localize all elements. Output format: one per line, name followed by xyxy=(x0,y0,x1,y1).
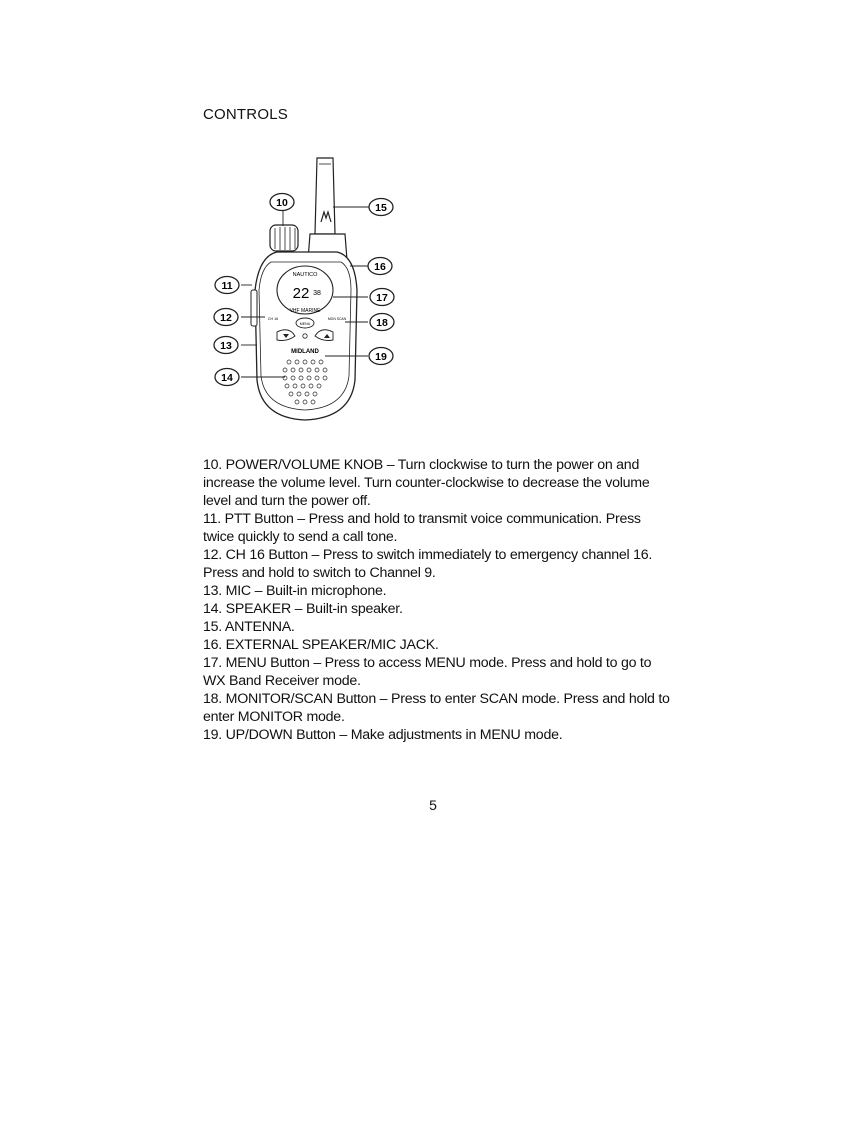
item-19 xyxy=(203,726,673,744)
item-text: Press to enter SCAN mode. Press and hold to enter MONITOR mode. xyxy=(203,691,670,725)
callout-19 xyxy=(369,348,393,365)
item-11 xyxy=(203,510,673,546)
item-13 xyxy=(203,582,673,600)
item-10 xyxy=(203,456,673,510)
item-text: Turn clockwise to turn the power on and increase the volume level. Turn counter-clockwise to decrease the volume level and turn the power off. xyxy=(203,457,650,509)
item-term: 19. UP/DOWN Button – xyxy=(203,727,348,743)
callout-label: 11 xyxy=(221,280,233,292)
controls-description xyxy=(203,456,673,744)
item-term: 18. MONITOR/SCAN Button – xyxy=(203,691,388,707)
callout-label: 12 xyxy=(220,312,232,324)
callout-10 xyxy=(270,194,294,211)
callout-16 xyxy=(368,258,392,275)
callout-label: 10 xyxy=(276,197,288,209)
callout-17 xyxy=(370,289,394,306)
walkie-talkie-illustration xyxy=(205,150,405,430)
callout-14 xyxy=(215,369,239,386)
brand-top-label: NAUTICO xyxy=(292,272,318,278)
callout-13 xyxy=(214,337,238,354)
item-term: 12. CH 16 Button – xyxy=(203,547,320,563)
lcd-display xyxy=(277,266,333,314)
menu-label: MENU xyxy=(299,322,311,326)
item-17 xyxy=(203,654,673,690)
item-text: Built-in speaker. xyxy=(302,601,403,617)
callout-11 xyxy=(215,277,239,294)
item-text: Press and hold to transmit voice communication. Press twice quickly to send a call tone. xyxy=(203,511,641,545)
item-16 xyxy=(203,636,673,654)
item-term: 15. ANTENNA. xyxy=(203,619,295,635)
section-heading: CONTROLS xyxy=(203,106,288,123)
band-label: VHF MARINE xyxy=(289,308,321,314)
callout-label: 13 xyxy=(220,340,232,352)
power-volume-knob xyxy=(270,225,298,251)
item-15 xyxy=(203,618,673,636)
callout-label: 16 xyxy=(374,261,386,273)
callout-12 xyxy=(214,309,238,326)
callout-label: 14 xyxy=(221,372,233,384)
callout-15 xyxy=(369,199,393,216)
antenna xyxy=(308,158,347,260)
item-14 xyxy=(203,600,673,618)
callout-label: 17 xyxy=(376,292,388,304)
radio-diagram xyxy=(205,150,405,430)
item-12 xyxy=(203,546,673,582)
callout-label: 18 xyxy=(376,317,388,329)
callout-label: 19 xyxy=(375,351,387,363)
callout-label: 15 xyxy=(375,202,387,214)
page-number: 5 xyxy=(429,797,437,813)
item-text: Press to switch immediately to emergency channel 16. Press and hold to switch to Channel 9. xyxy=(203,547,653,581)
item-term: 17. MENU Button – xyxy=(203,655,321,671)
item-text: Press to access MENU mode. Press and hold to go to WX Band Receiver mode. xyxy=(203,655,652,689)
item-term: 14. SPEAKER – xyxy=(203,601,303,617)
item-text: Built-in microphone. xyxy=(262,583,387,599)
item-term: 13. MIC – xyxy=(203,583,263,599)
callout-18 xyxy=(370,314,394,331)
display-digits: 22 xyxy=(292,285,310,302)
item-term: 11. PTT Button – xyxy=(203,511,305,527)
item-term: 16. EXTERNAL SPEAKER/MIC JACK. xyxy=(203,637,439,653)
item-18 xyxy=(203,690,673,726)
mon-scan-label: MON SCAN xyxy=(327,317,347,321)
item-text: Make adjustments in MENU mode. xyxy=(347,727,563,743)
display-small: 38 xyxy=(313,290,321,297)
ch16-label: CH 16 xyxy=(267,317,279,321)
item-term: 10. POWER/VOLUME KNOB – xyxy=(203,457,395,473)
logo-label: MIDLAND xyxy=(291,349,319,355)
